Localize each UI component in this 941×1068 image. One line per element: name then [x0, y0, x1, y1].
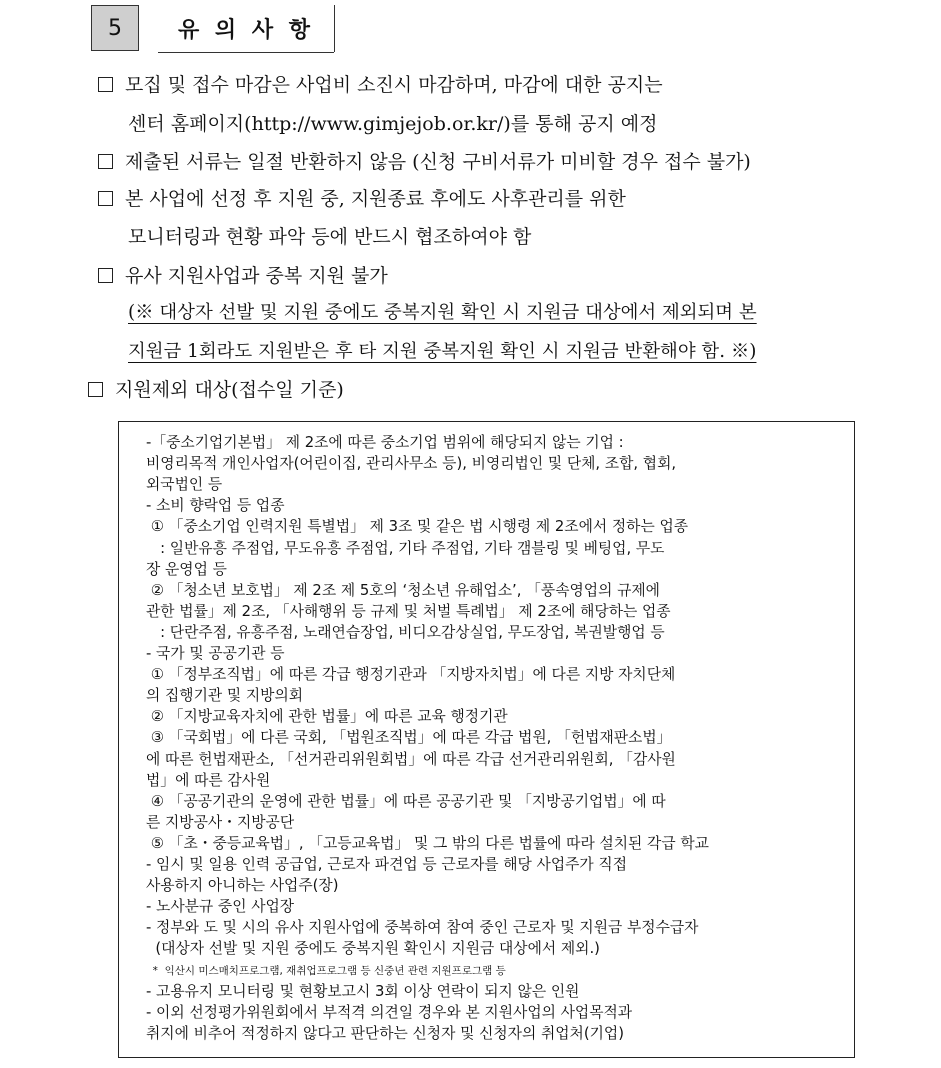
note-warning: (※ 대상자 선발 및 지원 중에도 중복지원 확인 시 지원금 대상에서 제외되며 본 [128, 302, 757, 323]
note-item [88, 377, 344, 403]
exclusion-line: 관한 법률」제 2조, 「사해행위 등 규제 및 처벌 특례법」 제 2조에 해당하는 업종 [146, 602, 671, 620]
exclusion-line: 법」에 따른 감사원 [146, 771, 271, 789]
checkbox-icon [98, 268, 113, 283]
note-text: 유사 지원사업과 중복 지원 불가 [125, 265, 388, 287]
note-warning: 지원금 1회라도 지원받은 후 타 지원 중복지원 확인 시 지원금 반환해야 함. ※) [128, 341, 757, 362]
note-text: 모니터링과 현황 파악 등에 반드시 협조하여야 함 [128, 226, 532, 248]
exclusion-line: -「중소기업기본법」 제 2조에 따른 중소기업 범위에 해당되지 않는 기업 : [146, 434, 624, 451]
exclusion-line: - 이외 선정평가위원회에서 부적격 의견일 경우와 본 지원사업의 사업목적과 [146, 1003, 633, 1021]
exclusion-line: ④ 「공공기관의 운영에 관한 법률」에 따른 공공기관 및 「지방공기업법」에 따 [146, 792, 666, 810]
exclusion-line: - 고용유지 모니터링 및 현황보고시 3회 이상 연락이 되지 않은 인원 [146, 982, 580, 1000]
note-text: 센터 홈페이지(http://www.gimjejob.or.kr/)를 통해 공지 예정 [128, 113, 658, 135]
exclusion-line: ③ 「국회법」에 다른 국회, 「법원조직법」에 따른 각급 법원, 「헌법재판소법」 [146, 729, 672, 747]
exclusion-line: - 임시 및 일용 인력 공급업, 근로자 파견업 등 근로자를 해당 사업주가 직접 [146, 856, 628, 873]
note-text: 모집 및 접수 마감은 사업비 소진시 마감하며, 마감에 대한 공지는 [125, 74, 663, 96]
exclusion-line: 취지에 비추어 적정하지 않다고 판단하는 신청자 및 신청자의 취업처(기업) [146, 1024, 624, 1042]
exclusion-line: : 단란주점, 유흥주점, 노래연습장업, 비디오감상실업, 무도장업, 복권발행업 등 [146, 623, 665, 641]
note-text: 제출된 서류는 일절 반환하지 않음 (신청 구비서류가 미비할 경우 접수 불가) [125, 151, 751, 173]
exclusion-line: - 노사분규 중인 사업장 [146, 898, 295, 916]
section-number: 5 [91, 5, 139, 51]
exclusion-line: ② 「청소년 보호법」 제 2조 제 5호의 ‘청소년 유해업소’, 「풍속영업의 규제에 [146, 581, 660, 599]
exclusion-line: - 소비 향락업 등 업종 [146, 497, 285, 515]
checkbox-icon [88, 382, 103, 397]
exclusion-line: (대상자 선발 및 지원 중에도 중복지원 확인시 지원금 대상에서 제외.) [146, 940, 600, 958]
exclusion-line: ① 「중소기업 인력지원 특별법」 제 3조 및 같은 법 시행령 제 2조에서 정하는 업종 [146, 518, 689, 536]
exclusion-line: 외국법인 등 [146, 476, 223, 494]
exclusion-line: : 일반유흥 주점업, 무도유흥 주점업, 기타 주점업, 기타 갬블링 및 베팅업, 무도 [146, 539, 665, 557]
exclusion-line: ② 「지방교육자치에 관한 법률」에 따른 교육 행정기관 [146, 708, 508, 726]
checkbox-icon [98, 154, 113, 169]
exclusion-line: 사용하지 아니하는 사업주(장) [146, 877, 339, 895]
exclusion-line: ⑤ 「초・중등교육법」, 「고등교육법」 및 그 밖의 다른 법률에 따라 설치된 각급 학교 [146, 834, 709, 852]
section-title: 유 의 사 항 [158, 5, 334, 53]
exclusion-line: 에 따른 헌법재판소, 「선거관리위원회법」에 따른 각급 선거관리위원회, 「감사원 [146, 750, 676, 768]
exclusion-line: 비영리목적 개인사업자(어린이집, 관리사무소 등), 비영리법인 및 단체, 조합, 협회, [146, 455, 677, 473]
exclusion-line: - 정부와 도 및 시의 유사 지원사업에 중복하여 참여 중인 근로자 및 지원금 부정수급자 [146, 919, 699, 937]
note-item [98, 263, 388, 289]
checkbox-icon [98, 77, 113, 92]
exclusion-line: - 국가 및 공공기관 등 [146, 645, 285, 662]
note-item [98, 72, 663, 98]
exclusion-line: * 익산시 미스매치프로그램, 재취업프로그램 등 신중년 관련 지원프로그램 등 [146, 964, 506, 977]
exclusion-line: ① 「정부조직법」에 따른 각급 행정기관과 「지방자치법」에 다른 지방 자치단체 [146, 666, 676, 684]
exclusion-line: 장 운영업 등 [146, 560, 227, 578]
exclusion-line: 의 집행기관 및 지방의회 [146, 687, 304, 705]
note-item [98, 149, 751, 175]
note-text: 본 사업에 선정 후 지원 중, 지원종료 후에도 사후관리를 위한 [125, 188, 626, 210]
checkbox-icon [98, 191, 113, 206]
note-item [98, 186, 626, 212]
note-text: 지원제외 대상(접수일 기준) [115, 379, 344, 401]
exclusion-line: 른 지방공사・지방공단 [146, 813, 295, 831]
